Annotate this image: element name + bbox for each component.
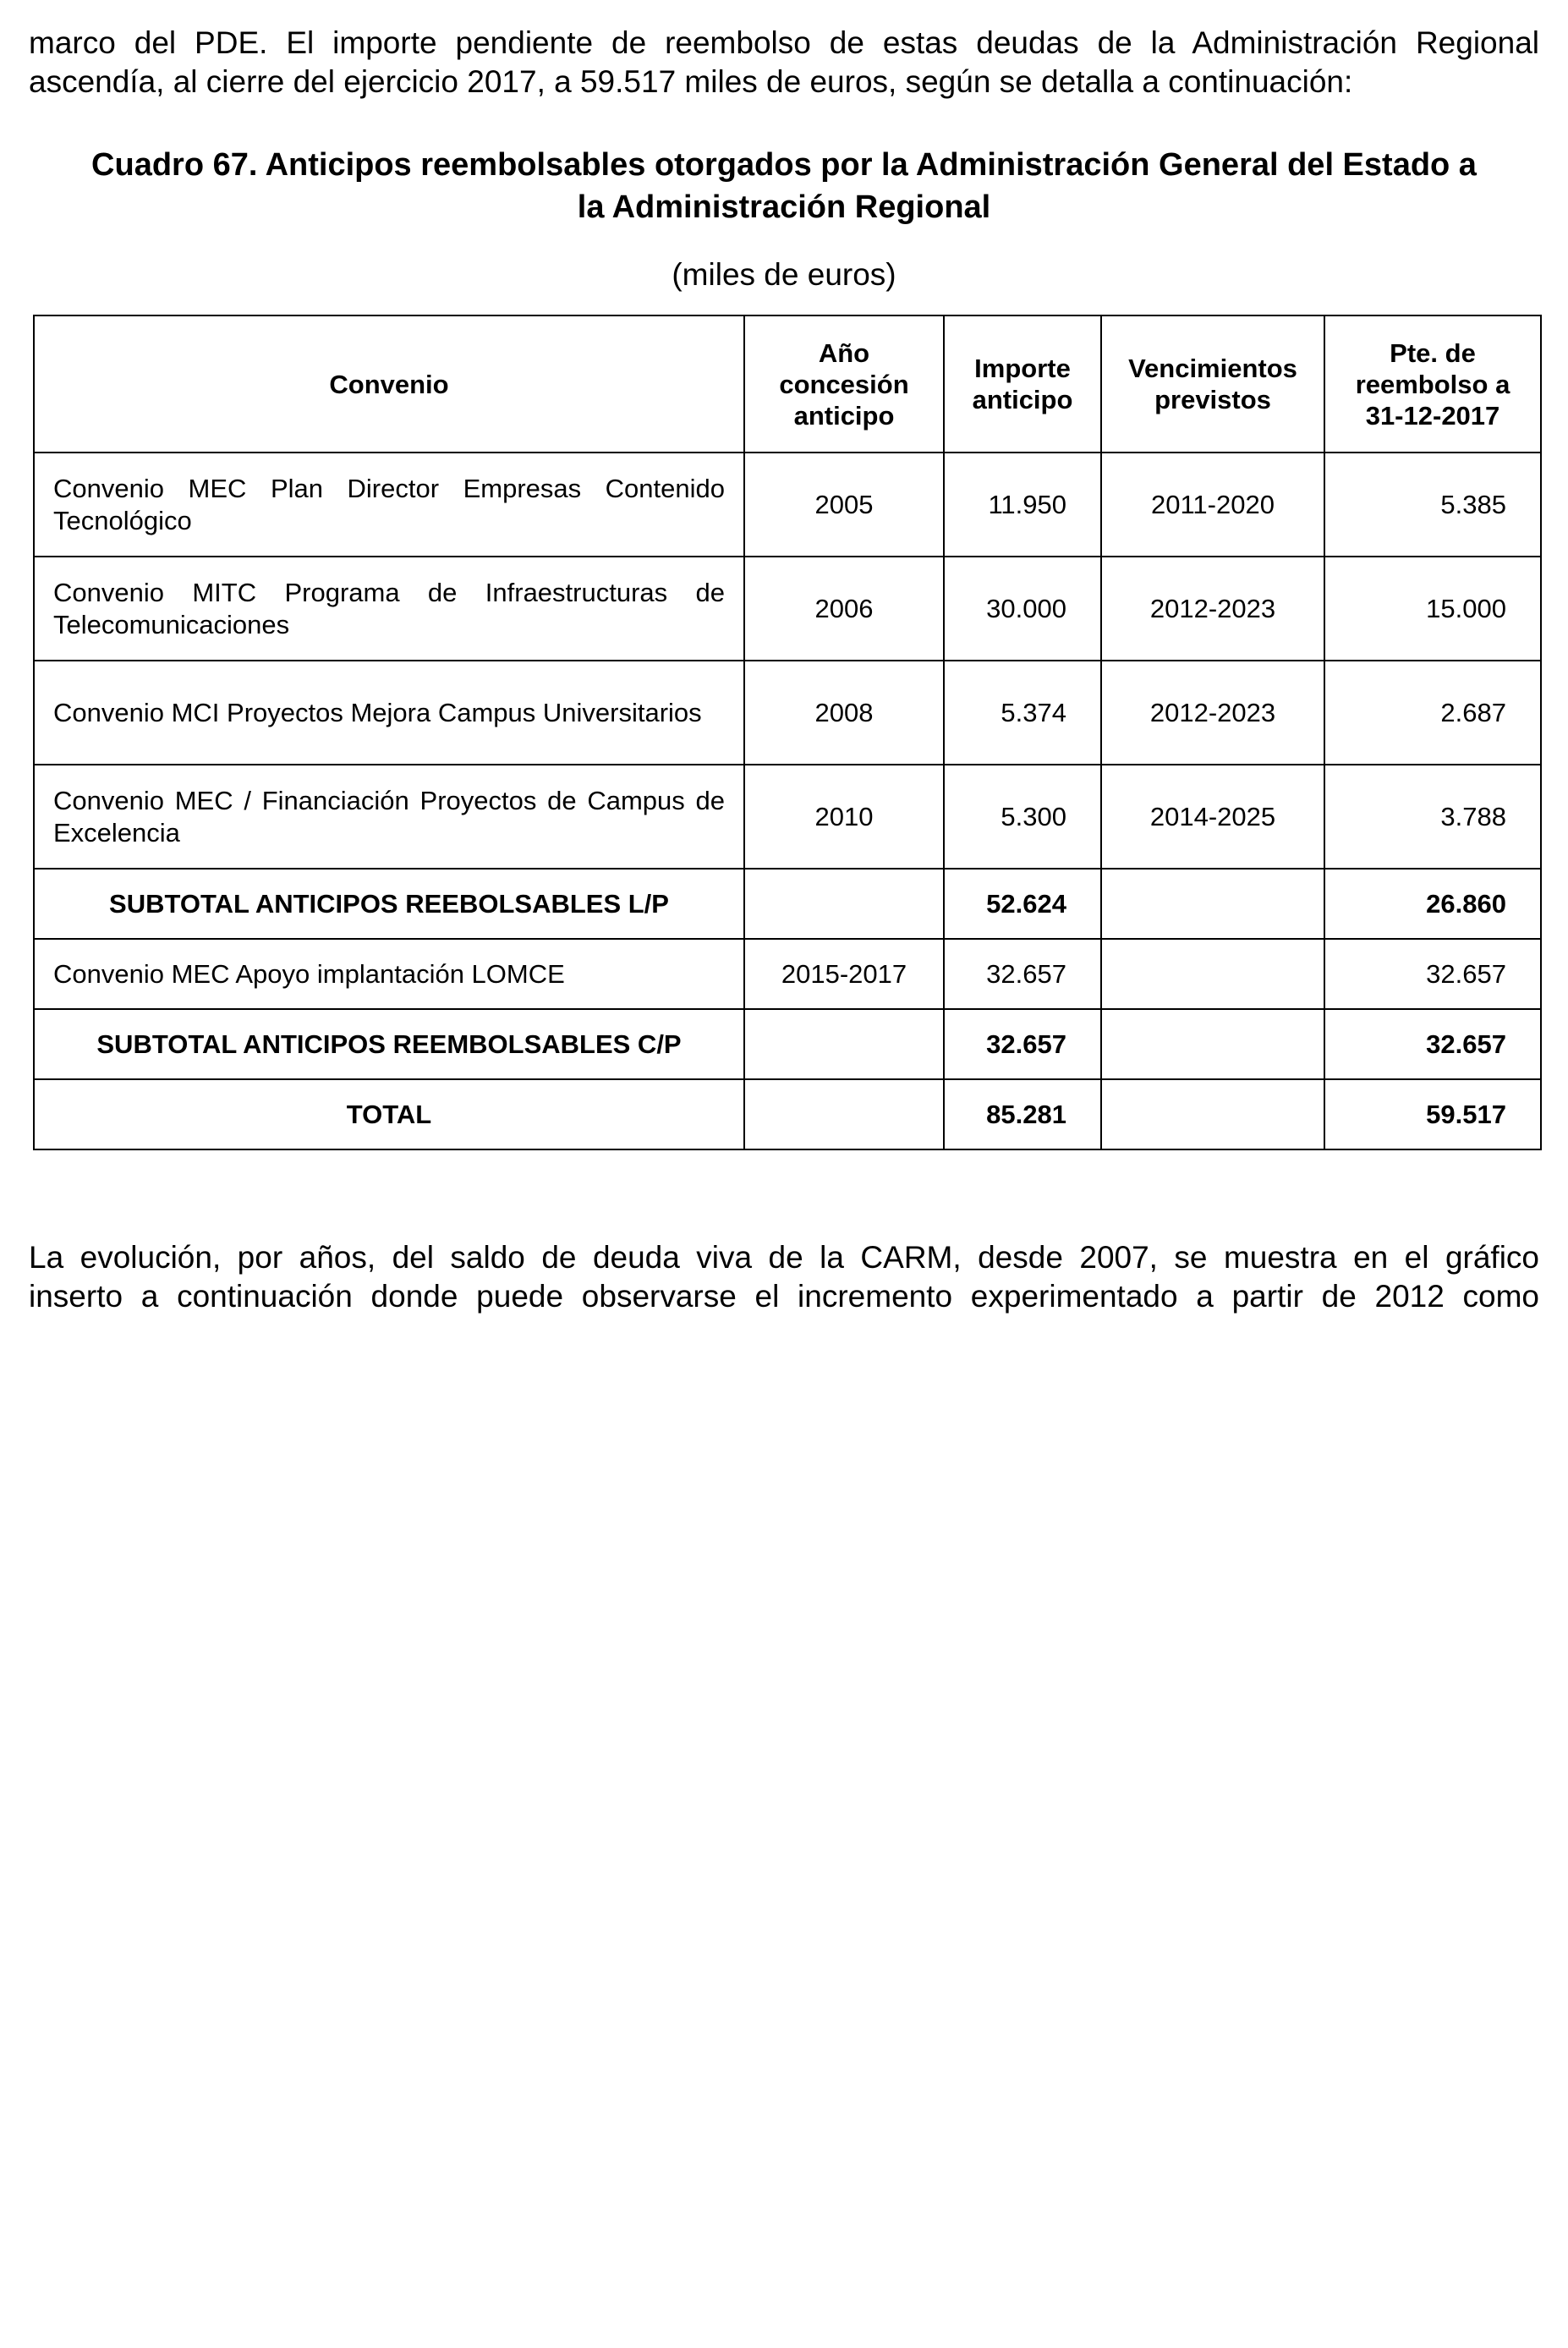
header-pendiente-label: Pte. de — [1390, 337, 1476, 368]
cell-pendiente: 5.385 — [1324, 453, 1541, 557]
table-row — [34, 661, 1541, 765]
cell-pendiente: 2.687 — [1324, 661, 1541, 765]
table-row — [34, 453, 1541, 557]
table-caption-line: la Administración Regional — [577, 189, 991, 225]
closing-paragraph-line: La evolución, por años, del saldo de deuda viva de la CARM, desde 2007, se muestra en el gráfico — [29, 1240, 1539, 1275]
intro-paragraph-line: ascendía, al cierre del ejercicio 2017, a 59.517 miles de euros, según se detalla a continuación: — [29, 64, 1353, 99]
cell-pendiente: 26.860 — [1324, 869, 1541, 939]
cell-vencimientos — [1101, 869, 1324, 939]
cell-pendiente: 32.657 — [1324, 939, 1541, 1009]
header-anio-label: Año — [818, 337, 870, 368]
closing-paragraph-line: inserto a continuación donde puede observarse el incremento experimentado a partir de 2012 como — [29, 1279, 1539, 1314]
table-row — [34, 939, 1541, 1009]
cell-vencimientos: 2012-2023 — [1101, 557, 1324, 661]
cell-importe: 32.657 — [944, 1009, 1101, 1079]
cell-anio: 2006 — [744, 557, 944, 661]
subtotal-row — [34, 869, 1541, 939]
cell-convenio: SUBTOTAL ANTICIPOS REEBOLSABLES L/P — [34, 869, 744, 939]
cell-anio: 2015-2017 — [744, 939, 944, 1009]
header-vencimientos-label: previstos — [1154, 385, 1271, 414]
cell-convenio: Convenio MITC Programa de Infraestructuras de Telecomunicaciones — [34, 557, 744, 661]
units-note: (miles de euros) — [672, 257, 896, 292]
cell-convenio: Convenio MEC / Financiación Proyectos de Campus de Excelencia — [34, 765, 744, 869]
table-row — [34, 765, 1541, 869]
cell-importe: 30.000 — [944, 557, 1101, 661]
header-pendiente — [1324, 315, 1541, 453]
total-row — [34, 1079, 1541, 1149]
cell-convenio: Convenio MEC Apoyo implantación LOMCE — [34, 939, 744, 1009]
cell-pendiente: 32.657 — [1324, 1009, 1541, 1079]
header-vencimientos-label: Vencimientos — [1128, 354, 1297, 383]
intro-paragraph-line: marco del PDE. El importe pendiente de reembolso de estas deudas de la Administración Regional — [29, 25, 1539, 60]
cell-convenio: Convenio MCI Proyectos Mejora Campus Universitarios — [34, 661, 744, 765]
cell-anio: 2010 — [744, 765, 944, 869]
table-row — [34, 557, 1541, 661]
cell-vencimientos: 2014-2025 — [1101, 765, 1324, 869]
header-convenio — [34, 315, 744, 453]
cell-anio — [744, 869, 944, 939]
cell-importe: 32.657 — [944, 939, 1101, 1009]
cell-importe: 5.300 — [944, 765, 1101, 869]
cell-pendiente: 15.000 — [1324, 557, 1541, 661]
header-importe-label: anticipo — [972, 385, 1073, 414]
intro-paragraph — [29, 24, 1539, 101]
header-convenio-label: Convenio — [329, 369, 449, 399]
table-caption — [29, 144, 1539, 228]
cell-anio: 2005 — [744, 453, 944, 557]
header-vencimientos — [1101, 315, 1324, 453]
header-importe-label: Importe — [974, 354, 1071, 383]
cell-anio: 2008 — [744, 661, 944, 765]
cell-vencimientos — [1101, 939, 1324, 1009]
header-pendiente-label: reembolso a — [1355, 369, 1510, 399]
cell-importe: 11.950 — [944, 453, 1101, 557]
cell-importe: 52.624 — [944, 869, 1101, 939]
cell-vencimientos — [1101, 1079, 1324, 1149]
cell-vencimientos: 2011-2020 — [1101, 453, 1324, 557]
cell-convenio: TOTAL — [34, 1079, 744, 1149]
cell-convenio: SUBTOTAL ANTICIPOS REEMBOLSABLES C/P — [34, 1009, 744, 1079]
subtotal-row — [34, 1009, 1541, 1079]
cell-vencimientos: 2012-2023 — [1101, 661, 1324, 765]
cell-vencimientos — [1101, 1009, 1324, 1079]
header-importe — [944, 315, 1101, 453]
cell-anio — [744, 1079, 944, 1149]
cell-pendiente: 59.517 — [1324, 1079, 1541, 1149]
closing-paragraph — [29, 1238, 1539, 1316]
cell-anio — [744, 1009, 944, 1079]
cell-convenio: Convenio MEC Plan Director Empresas Contenido Tecnológico — [34, 453, 744, 557]
table-header-row — [34, 315, 1541, 453]
header-anio-label: concesión — [779, 369, 909, 399]
cell-pendiente: 3.788 — [1324, 765, 1541, 869]
table-caption-line: Cuadro 67. Anticipos reembolsables otorgados por la Administración General del Estado a — [91, 147, 1477, 183]
cell-importe: 5.374 — [944, 661, 1101, 765]
cell-importe: 85.281 — [944, 1079, 1101, 1149]
header-anio — [744, 315, 944, 453]
header-pendiente-label: 31-12-2017 — [1365, 400, 1500, 431]
anticipos-table — [33, 315, 1542, 1150]
header-anio-label: anticipo — [793, 400, 895, 431]
